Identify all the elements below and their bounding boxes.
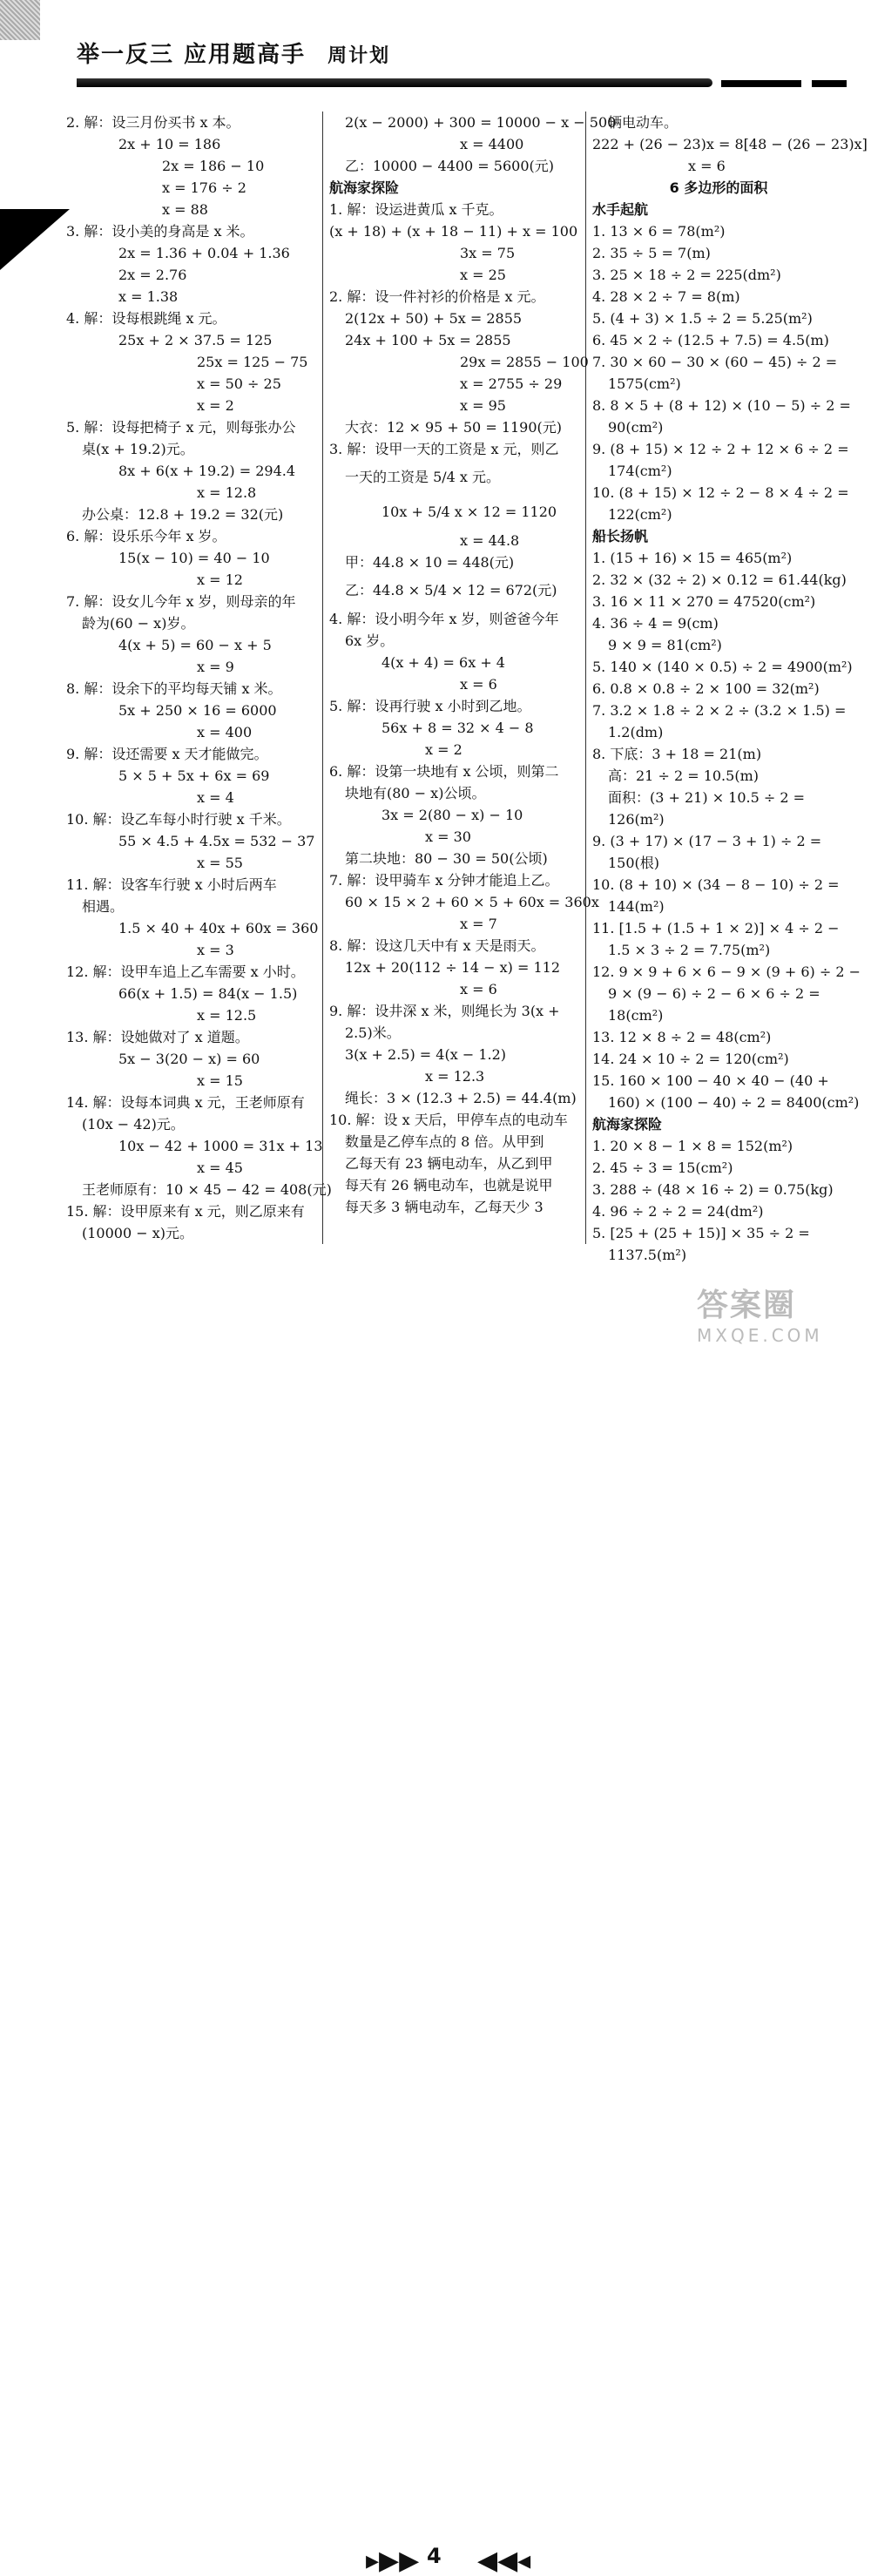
answer-line: 乙：10000 − 4400 = 5600(元) xyxy=(345,158,554,174)
answer-line: x = 95 xyxy=(460,397,506,414)
answer-line: 12x + 20(112 ÷ 14 − x) = 112 xyxy=(345,959,560,976)
answer-line: (10000 − x)元。 xyxy=(82,1225,193,1241)
answer-line: x = 15 xyxy=(197,1072,243,1089)
answer-line: 4. 解：设每根跳绳 x 元。 xyxy=(66,310,226,327)
answer-line: 25x + 2 × 37.5 = 125 xyxy=(118,332,273,348)
answer-line: 11. [1.5 + (1.5 + 1 × 2)] × 4 ÷ 2 − xyxy=(592,920,840,936)
header-rule xyxy=(77,78,712,87)
answer-line: 10. 解：设乙车每小时行驶 x 千米。 xyxy=(66,811,291,828)
watermark xyxy=(697,1281,862,1346)
section-heading: 航海家探险 xyxy=(592,1116,663,1132)
answer-line: 桌(x + 19.2)元。 xyxy=(82,441,194,457)
answer-line: x = 55 xyxy=(197,855,243,871)
answer-line: 9 × 9 = 81(cm²) xyxy=(608,637,722,653)
forward-arrows-icon: ▸▶▶ xyxy=(366,2546,420,2576)
answer-line: 15. 解：设甲原来有 x 元，则乙原来有 xyxy=(66,1203,305,1220)
answer-line: 150(根) xyxy=(608,855,660,871)
answer-line: 甲：44.8 × 10 = 448(元) xyxy=(345,554,515,571)
answer-line: 7. 3.2 × 1.8 ÷ 2 × 2 ÷ (3.2 × 1.5) = xyxy=(592,702,847,719)
answer-line: 9. 解：设还需要 x 天才能做完。 xyxy=(66,746,268,762)
answer-line: 3. 解：设甲一天的工资是 x 元，则乙 xyxy=(329,441,559,457)
answer-line: 6. 45 × 2 ÷ (12.5 + 7.5) = 4.5(m) xyxy=(592,332,829,348)
answer-line: 辆电动车。 xyxy=(608,114,679,131)
answer-line: 1. 20 × 8 − 1 × 8 = 152(m²) xyxy=(592,1138,793,1154)
answer-line: 29x = 2855 − 100 xyxy=(460,354,589,370)
answer-line: 9 × (9 − 6) ÷ 2 − 6 × 6 ÷ 2 = xyxy=(608,985,820,1002)
answer-line: 2. 45 ÷ 3 = 15(cm²) xyxy=(592,1160,733,1176)
answer-line: x = 6 xyxy=(688,158,726,174)
answer-line: 10x − 42 + 1000 = 31x + 13 xyxy=(118,1138,323,1154)
answer-line: 4. 36 ÷ 4 = 9(cm) xyxy=(592,615,719,632)
answer-line: x = 4400 xyxy=(460,136,524,152)
answer-line: x = 2755 ÷ 29 xyxy=(460,375,563,392)
answer-line: (x + 18) + (x + 18 − 11) + x = 100 xyxy=(329,223,578,240)
answer-line: 办公桌：12.8 + 19.2 = 32(元) xyxy=(82,506,284,523)
answer-line: 7. 30 × 60 − 30 × (60 − 45) ÷ 2 = xyxy=(592,354,838,370)
book-title-text: 举一反三 应用题高手 xyxy=(77,42,307,68)
answer-line: 龄为(60 − x)岁。 xyxy=(82,615,195,632)
answer-line: 相遇。 xyxy=(82,898,125,915)
answer-line: 7. 解：设女儿今年 x 岁，则母亲的年 xyxy=(66,593,296,610)
answer-line: 3. 25 × 18 ÷ 2 = 225(dm²) xyxy=(592,267,781,283)
answer-line: 2x = 2.76 xyxy=(118,267,187,283)
answer-line: 3x = 75 xyxy=(460,245,516,261)
header-rule-segment xyxy=(812,80,847,87)
answer-line: 8x + 6(x + 19.2) = 294.4 xyxy=(118,463,296,479)
answer-line: x = 2 xyxy=(197,397,234,414)
answer-line: x = 1.38 xyxy=(118,288,179,305)
header-rule-segment xyxy=(721,80,801,87)
answer-line: 5. 140 × (140 × 0.5) ÷ 2 = 4900(m²) xyxy=(592,659,853,675)
answer-line: 10. 解：设 x 天后，甲停车点的电动车 xyxy=(329,1112,568,1128)
answer-line: 8. 解：设余下的平均每天铺 x 米。 xyxy=(66,680,282,697)
answer-line: 4. 解：设小明今年 x 岁，则爸爸今年 xyxy=(329,611,559,627)
answer-line: x = 44.8 xyxy=(460,532,520,549)
answer-line: x = 6 xyxy=(460,981,497,997)
answer-line: 大衣：12 × 95 + 50 = 1190(元) xyxy=(345,419,563,436)
answer-line: 12. 9 × 9 + 6 × 6 − 9 × (9 + 6) ÷ 2 − xyxy=(592,963,861,980)
answer-line: 2(12x + 50) + 5x = 2855 xyxy=(345,310,523,327)
answer-line: x = 6 xyxy=(460,676,497,693)
answer-line: 15. 160 × 100 − 40 × 40 − (40 + xyxy=(592,1072,829,1089)
answer-line: 9. (3 + 17) × (17 − 3 + 1) ÷ 2 = xyxy=(592,833,822,849)
answer-line: 60 × 15 × 2 + 60 × 5 + 60x = 360x xyxy=(345,894,599,910)
answer-line: 1.5 × 40 + 40x + 60x = 360 xyxy=(118,920,319,936)
answer-line: x = 50 ÷ 25 xyxy=(197,375,281,392)
answer-line: 3x = 2(80 − x) − 10 xyxy=(381,807,523,823)
answer-line: 5. (4 + 3) × 1.5 ÷ 2 = 5.25(m²) xyxy=(592,310,813,327)
answer-line: 2. 32 × (32 ÷ 2) × 0.12 = 61.44(kg) xyxy=(592,571,847,588)
answer-line: 5. 解：设再行驶 x 小时到乙地。 xyxy=(329,698,531,714)
answer-line: 2x = 186 − 10 xyxy=(162,158,265,174)
answer-line: 4(x + 5) = 60 − x + 5 xyxy=(118,637,272,653)
answer-line: 1.5 × 3 ÷ 2 = 7.75(m²) xyxy=(608,942,771,958)
answer-line: x = 30 xyxy=(425,828,471,845)
page-edge-marker xyxy=(0,209,70,270)
book-title xyxy=(77,37,390,69)
answer-line: x = 25 xyxy=(460,267,506,283)
answer-line: 每天有 26 辆电动车，也就是说甲 xyxy=(345,1177,553,1193)
answer-line: x = 12.3 xyxy=(425,1068,485,1085)
answer-line: x = 2 xyxy=(425,741,463,758)
answer-line: 4. 28 × 2 ÷ 7 = 8(m) xyxy=(592,288,740,305)
answer-line: x = 12.5 xyxy=(197,1007,257,1024)
section-heading: 船长扬帆 xyxy=(592,528,649,544)
answer-line: 1. 13 × 6 = 78(m²) xyxy=(592,223,726,240)
backward-arrows-icon: ◀◀◂ xyxy=(477,2546,531,2576)
answer-line: 90(cm²) xyxy=(608,419,664,436)
answer-line: 5x − 3(20 − x) = 60 xyxy=(118,1051,260,1067)
answer-line: 3(x + 2.5) = 4(x − 1.2) xyxy=(345,1046,506,1063)
answer-line: 乙每天有 23 辆电动车，从乙到甲 xyxy=(345,1155,553,1172)
answer-line: 66(x + 1.5) = 84(x − 1.5) xyxy=(118,985,298,1002)
answer-line: 4(x + 4) = 6x + 4 xyxy=(381,654,505,671)
answer-line: 18(cm²) xyxy=(608,1007,664,1024)
answer-line: x = 176 ÷ 2 xyxy=(162,179,246,196)
answer-line: 5. [25 + (25 + 15)] × 35 ÷ 2 = xyxy=(592,1225,810,1241)
answer-line: 1.2(dm) xyxy=(608,724,664,740)
answer-line: 160) × (100 − 40) ÷ 2 = 8400(cm²) xyxy=(608,1094,860,1111)
answer-line: x = 9 xyxy=(197,659,234,675)
answer-line: 13. 解：设她做对了 x 道题。 xyxy=(66,1029,249,1045)
answer-line: 块地有(80 − x)公顷。 xyxy=(345,785,486,801)
answer-line: x = 3 xyxy=(197,942,234,958)
corner-texture xyxy=(0,0,40,40)
answer-line: 24x + 100 + 5x = 2855 xyxy=(345,332,511,348)
answer-line: 55 × 4.5 + 4.5x = 532 − 37 xyxy=(118,833,315,849)
answer-line: 8. 8 × 5 + (8 + 12) × (10 − 5) ÷ 2 = xyxy=(592,397,851,414)
answer-line: 5 × 5 + 5x + 6x = 69 xyxy=(118,767,270,784)
page-header xyxy=(0,0,871,96)
answer-line: 8. 下底：3 + 18 = 21(m) xyxy=(592,746,762,762)
answer-line: 222 + (26 − 23)x = 8[48 − (26 − 23)x] xyxy=(592,136,868,152)
answer-line: x = 12 xyxy=(197,571,243,588)
answer-line: 1. (15 + 16) × 15 = 465(m²) xyxy=(592,550,793,566)
answer-line: 11. 解：设客车行驶 x 小时后两车 xyxy=(66,876,277,893)
answer-line: 5x + 250 × 16 = 6000 xyxy=(118,702,277,719)
answer-line: 3. 288 ÷ (48 × 16 ÷ 2) = 0.75(kg) xyxy=(592,1181,834,1198)
answer-line: x = 12.8 xyxy=(197,484,257,501)
answer-line: 6x 岁。 xyxy=(345,632,395,649)
answer-line: (10x − 42)元。 xyxy=(82,1116,185,1132)
answer-line: 2. 解：设三月份买书 x 本。 xyxy=(66,114,240,131)
answer-line: 122(cm²) xyxy=(608,506,672,523)
answer-line: x = 4 xyxy=(197,789,234,806)
answer-column-3 xyxy=(592,112,868,1266)
answer-line: 2. 解：设一件衬衫的价格是 x 元。 xyxy=(329,288,545,305)
answer-line: 10. (8 + 15) × 12 ÷ 2 − 8 × 4 ÷ 2 = xyxy=(592,484,849,501)
answer-line: 5. 解：设每把椅子 x 元，则每张办公 xyxy=(66,419,296,436)
answer-line: 2x + 10 = 186 xyxy=(118,136,221,152)
answer-line: 2x = 1.36 + 0.04 + 1.36 xyxy=(118,245,290,261)
chapter-heading: 6 多边形的面积 xyxy=(669,179,768,196)
answer-line: x = 7 xyxy=(460,916,497,932)
answer-line: 13. 12 × 8 ÷ 2 = 48(cm²) xyxy=(592,1029,772,1045)
answer-column-2 xyxy=(329,112,617,1218)
answer-line: 每天多 3 辆电动车，乙每天少 3 xyxy=(345,1199,544,1215)
answer-line: 绳长：3 × (12.3 + 2.5) = 44.4(m) xyxy=(345,1090,577,1106)
answer-line: 2. 35 ÷ 5 = 7(m) xyxy=(592,245,711,261)
answer-line: x = 400 xyxy=(197,724,253,740)
answer-line: 面积：(3 + 21) × 10.5 ÷ 2 = xyxy=(608,789,806,806)
answer-line: 12. 解：设甲车追上乙车需要 x 小时。 xyxy=(66,963,305,980)
column-divider xyxy=(322,112,323,1244)
answer-line: 3. 解：设小美的身高是 x 米。 xyxy=(66,223,254,240)
answer-line: 1575(cm²) xyxy=(608,375,681,392)
answer-line: 王老师原有：10 × 45 − 42 = 408(元) xyxy=(82,1181,332,1198)
section-heading: 水手起航 xyxy=(592,201,649,218)
answer-line: 14. 解：设每本词典 x 元，王老师原有 xyxy=(66,1094,305,1111)
answer-line: 3. 16 × 11 × 270 = 47520(cm²) xyxy=(592,593,816,610)
answer-line: 数量是乙停车点的 8 倍。从甲到 xyxy=(345,1133,544,1150)
answer-line: 126(m²) xyxy=(608,811,665,828)
answer-line: 6. 解：设第一块地有 x 公顷，则第二 xyxy=(329,763,559,780)
answer-line: 6. 0.8 × 0.8 ÷ 2 × 100 = 32(m²) xyxy=(592,680,820,697)
answer-line: 10. (8 + 10) × (34 − 8 − 10) ÷ 2 = xyxy=(592,876,840,893)
answer-column-1 xyxy=(66,112,332,1244)
watermark-url: MXQE.COM xyxy=(697,1325,823,1346)
answer-line: 2.5)米。 xyxy=(345,1024,401,1041)
answer-line: 7. 解：设甲骑车 x 分钟才能追上乙。 xyxy=(329,872,559,889)
watermark-text: 答案圈 xyxy=(697,1288,797,1323)
answer-line: 1137.5(m²) xyxy=(608,1247,687,1263)
answer-line: 4. 96 ÷ 2 ÷ 2 = 24(dm²) xyxy=(592,1203,764,1220)
answer-line: 6. 解：设乐乐今年 x 岁。 xyxy=(66,528,226,544)
book-subtitle: 周计划 xyxy=(327,45,391,67)
answer-line: 第二块地：80 − 30 = 50(公顷) xyxy=(345,850,548,867)
answer-line: 14. 24 × 10 ÷ 2 = 120(cm²) xyxy=(592,1051,789,1067)
answer-line: 174(cm²) xyxy=(608,463,672,479)
answer-line: 乙：44.8 × 5/4 × 12 = 672(元) xyxy=(345,582,557,598)
answer-line: 8. 解：设这几天中有 x 天是雨天。 xyxy=(329,937,545,954)
section-heading: 航海家探险 xyxy=(329,179,400,196)
answer-line: 9. 解：设井深 x 米，则绳长为 3(x + xyxy=(329,1003,560,1019)
answer-line: 高：21 ÷ 2 = 10.5(m) xyxy=(608,767,759,784)
column-divider xyxy=(585,112,586,1244)
answer-line: 144(m²) xyxy=(608,898,665,915)
answer-line: 2(x − 2000) + 300 = 10000 − x − 500 xyxy=(345,114,617,131)
answer-line: 56x + 8 = 32 × 4 − 8 xyxy=(381,720,534,736)
page-number: 4 xyxy=(427,2544,442,2568)
answer-line: 9. (8 + 15) × 12 ÷ 2 + 12 × 6 ÷ 2 = xyxy=(592,441,849,457)
answer-line: 1. 解：设运进黄瓜 x 千克。 xyxy=(329,201,503,218)
answer-line: x = 45 xyxy=(197,1160,243,1176)
answer-line: 15(x − 10) = 40 − 10 xyxy=(118,550,270,566)
answer-line: 一天的工资是 5/4 x 元。 xyxy=(345,469,501,485)
answer-line: 25x = 125 − 75 xyxy=(197,354,308,370)
answer-line: x = 88 xyxy=(162,201,208,218)
answer-line: 10x + 5/4 x × 12 = 1120 xyxy=(381,504,557,520)
